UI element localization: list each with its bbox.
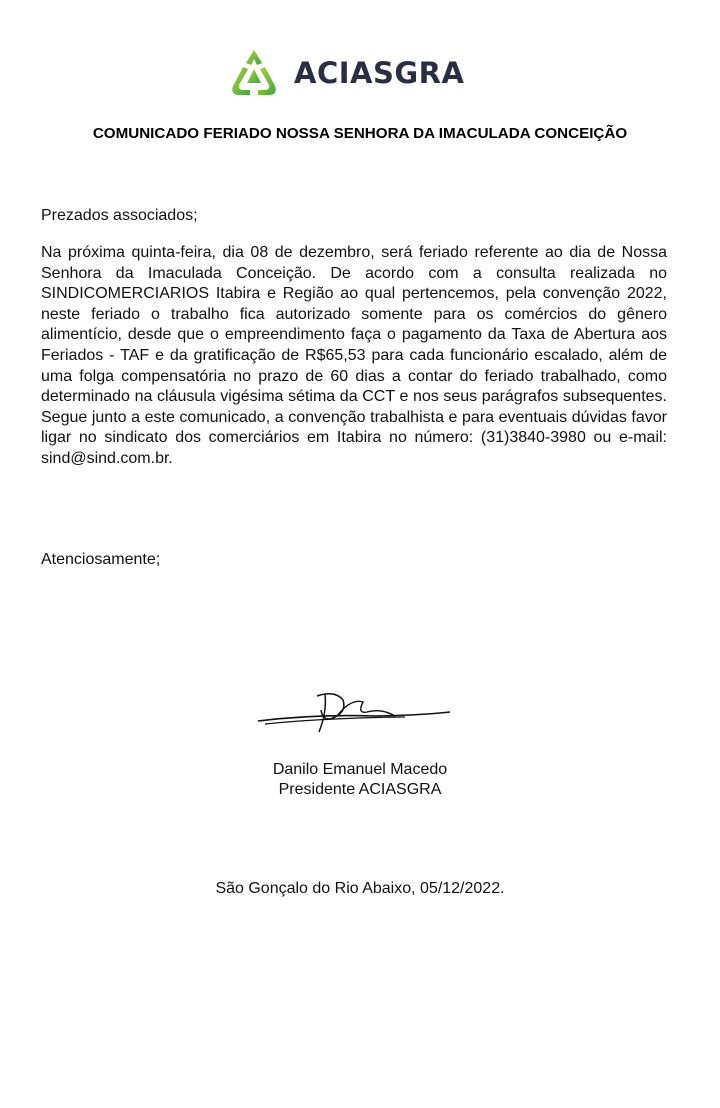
place-and-date: São Gonçalo do Rio Abaixo, 05/12/2022. bbox=[215, 880, 505, 897]
signatory-block bbox=[0, 760, 720, 800]
signatory-role: Presidente ACIASGRA bbox=[278, 781, 442, 798]
aciasgra-logo-icon bbox=[228, 47, 280, 99]
document-title: COMUNICADO FERIADO NOSSA SENHORA DA IMACULADA CONCEIÇÃO bbox=[92, 125, 628, 142]
handwritten-signature bbox=[255, 688, 455, 738]
signatory-name: Danilo Emanuel Macedo bbox=[272, 761, 448, 778]
logo-text: ACIASGRA bbox=[294, 56, 465, 90]
header-logo bbox=[228, 48, 464, 98]
closing: Atenciosamente; bbox=[41, 551, 161, 568]
body-paragraph: Na próxima quinta-feira, dia 08 de dezembro, será feriado referente ao dia de Nossa Senhora da Imaculada Conceição. De acordo com a consulta realizada no SINDICOMERCIARIOS Itabira e Região ao qual pertencemos, pela convenção 2022, neste feriado o trabalho fica autorizado somente para os comércios do gênero alimentício, desde que o empreendimento faça o pagamento da Taxa de Abertura aos Feriados - TAF e da gratificação de R$65,53 para cada funcionário escalado, além de uma folga compensatória no prazo de 60 dias a contar do feriado trabalhado, como determinado na cláusula vigésima sétima da CCT e nos seus parágrafos subsequentes. Segue junto a este comunicado, a convenção trabalhista e para eventuais dúvidas favor ligar no sindicato dos comerciários em Itabira no número: (31)3840-3980 ou e-mail: sind@sind.com.br. bbox=[41, 244, 667, 467]
greeting: Prezados associados; bbox=[41, 207, 198, 224]
